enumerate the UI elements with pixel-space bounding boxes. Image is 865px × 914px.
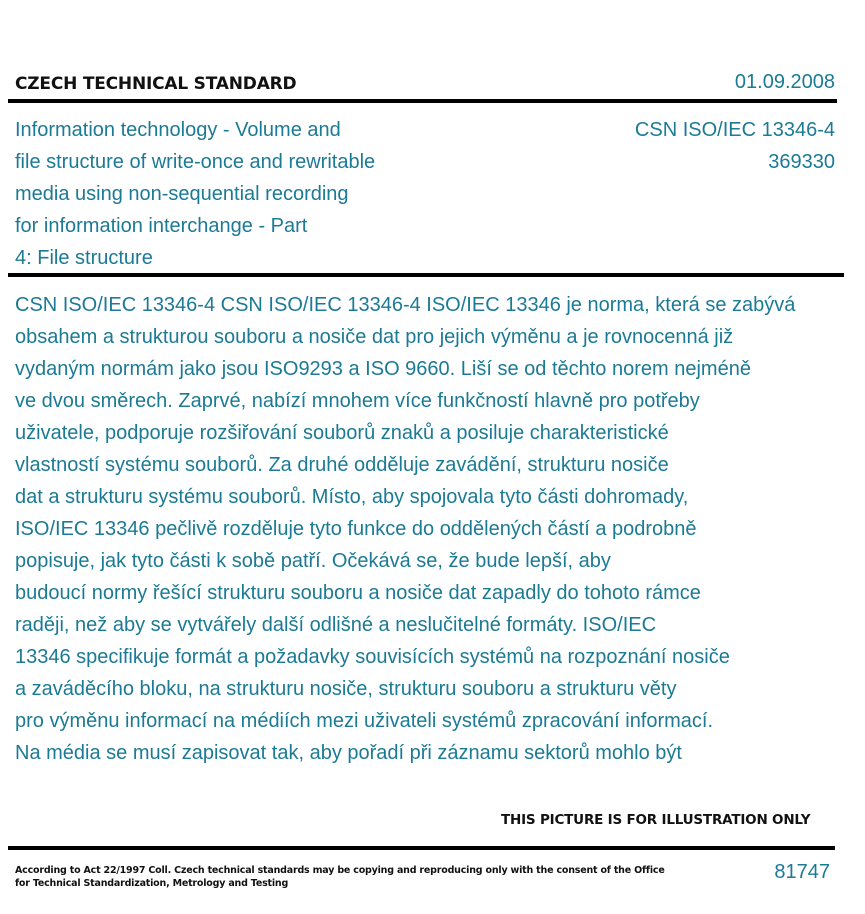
- document-id: 81747: [774, 861, 830, 883]
- document-type-label: CZECH TECHNICAL STANDARD: [15, 74, 297, 94]
- abstract-line: ve dvou směrech. Zaprvé, nabízí mnohem více funkčností hlavně pro potřeby: [15, 390, 700, 412]
- standard-title: [15, 114, 435, 274]
- abstract-line: CSN ISO/IEC 13346-4 CSN ISO/IEC 13346-4 ISO/IEC 13346 je norma, která se zabývá: [15, 294, 796, 316]
- title-line: file structure of write-once and rewritable: [15, 151, 376, 173]
- copyright-notice: [15, 864, 665, 890]
- title-line: for information interchange - Part: [15, 215, 308, 237]
- abstract-line: a zaváděcího bloku, na strukturu nosiče, strukturu souboru a strukturu věty: [15, 678, 677, 700]
- standard-number: CSN ISO/IEC 13346-4: [634, 119, 835, 141]
- abstract-line: vydaným normám jako jsou ISO9293 a ISO 9660. Liší se od těchto norem nejméně: [15, 358, 751, 380]
- title-line: 4: File structure: [15, 247, 153, 269]
- abstract-line: ISO/IEC 13346 pečlivě rozděluje tyto funkce do oddělených částí a podrobně: [15, 518, 697, 540]
- abstract-line: popisuje, jak tyto části k sobě patří. Očekává se, že bude lepší, aby: [15, 550, 611, 572]
- abstract-line: 13346 specifikuje formát a požadavky souvisících systémů na rozpoznání nosiče: [15, 646, 730, 668]
- header-divider: [8, 99, 837, 103]
- abstract-text: [15, 289, 865, 769]
- standard-codes: [635, 114, 835, 178]
- copyright-line: According to Act 22/1997 Coll. Czech technical standards may be copying and reproducing only with the consent of the Office: [15, 865, 665, 876]
- title-line: media using non-sequential recording: [15, 183, 349, 205]
- title-divider: [8, 273, 844, 277]
- abstract-line: obsahem a strukturou souboru a nosiče dat pro jejich výměnu a je rovnocenná již: [15, 326, 734, 348]
- copyright-line: for Technical Standardization, Metrology and Testing: [15, 878, 289, 889]
- abstract-line: vlastností systému souborů. Za druhé odděluje zavádění, strukturu nosiče: [15, 454, 669, 476]
- catalog-number: 369330: [768, 151, 835, 173]
- title-line: Information technology - Volume and: [15, 119, 341, 141]
- abstract-line: raději, než aby se vytvářely další odlišné a neslučitelné formáty. ISO/IEC: [15, 614, 657, 636]
- abstract-line: uživatele, podporuje rozšiřování souborů znaků a posiluje charakteristické: [15, 422, 669, 444]
- abstract-line: Na média se musí zapisovat tak, aby pořadí při záznamu sektorů mohlo být: [15, 742, 682, 764]
- abstract-line: budoucí normy řešící strukturu souboru a nosiče dat zapadly do tohoto rámce: [15, 582, 701, 604]
- footer-divider: [8, 846, 835, 850]
- abstract-line: pro výměnu informací na médiích mezi uživateli systémů zpracování informací.: [15, 710, 714, 732]
- illustration-note: THIS PICTURE IS FOR ILLUSTRATION ONLY: [501, 812, 811, 828]
- abstract-line: dat a strukturu systému souborů. Místo, aby spojovala tyto části dohromady,: [15, 486, 689, 508]
- publication-date: 01.09.2008: [734, 71, 835, 93]
